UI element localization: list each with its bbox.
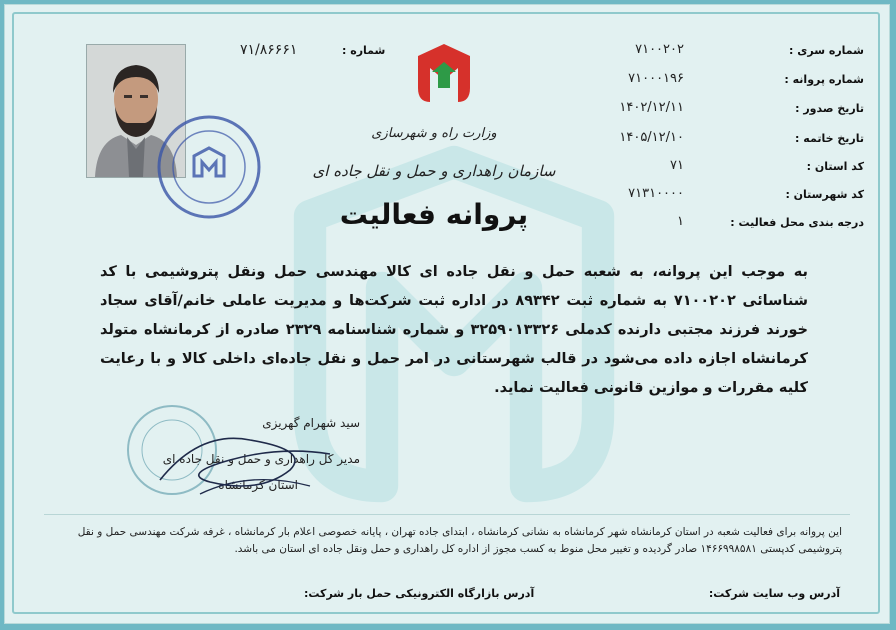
organization-logo — [414, 42, 474, 104]
info-label: شماره پروانه : — [784, 73, 864, 86]
website-address-label: آدرس وب سایت شرکت: — [708, 587, 840, 600]
info-row — [564, 216, 864, 240]
info-value: ۱ — [677, 214, 684, 229]
info-row — [564, 188, 864, 212]
info-row — [564, 102, 864, 126]
license-document — [4, 4, 890, 624]
footer-divider — [44, 514, 850, 515]
handwritten-signature-icon — [140, 410, 360, 506]
info-value: ۱۴۰۵/۱۲/۱۰ — [619, 130, 684, 145]
info-row — [564, 160, 864, 184]
info-row — [564, 44, 864, 68]
info-label: شماره سری : — [789, 44, 864, 57]
info-label: تاریخ خاتمه : — [795, 132, 864, 145]
info-row — [564, 73, 864, 97]
document-title: پروانه فعالیت — [339, 198, 529, 231]
organization-name: سازمان راهداری و حمل و نقل جاده ای — [312, 162, 556, 180]
signatory-title: مدیر کل راهداری و حمل و نقل جاده ای — [162, 452, 360, 466]
footer-note: این پروانه برای فعالیت شعبه در استان کرمانشاه شهر کرمانشاه به نشانی کرمانشاه ، ابتدای جاده تهران ، پایانه خصوصی اعلام بار کرمانشاه ، غرفه شرکت مهندسی حمل و نقل پتروشیمی کدپستی ۱۴۶۶۹۹۸۵۸۱ صادر گردیده و تغییر محل منوط به کسب مجوز از اداره کل راهداری و حمل ونقل جاده ای استان می باشد. — [77, 526, 842, 555]
signatory-name: سید شهرام گهریزی — [262, 416, 360, 430]
info-row — [564, 132, 864, 156]
info-label: کد استان : — [806, 160, 864, 173]
license-body-text: به موجب این پروانه، به شعبه حمل و نقل جاده ای کالا مهندسی حمل ونقل پتروشیمی با کد شناسائی ۷۱۰۰۲۰۲ به شماره ثبت ۸۹۳۴۲ در اداره ثبت شرکت‌ها و مدیریت عاملی خانم/آقای سجاد خورند فرزند مجتبی دارنده کدملی ۳۲۵۹۰۱۳۳۲۶ و شماره شناسنامه ۲۳۲۹ صادره از کرمانشاه متولد کرمانشاه اجازه داده می‌شود در قالب شهرستانی در امر حمل و نقل جاده‌ای داخلی کالا و با رعایت کلیه مقررات و موازین قانونی فعالیت نماید. — [100, 264, 808, 396]
info-value: ۷۱ — [670, 158, 684, 173]
info-value: ۱۴۰۲/۱۲/۱۱ — [619, 100, 684, 115]
info-value: ۷۱۳۱۰۰۰۰ — [628, 186, 684, 201]
info-value: ۷۱۰۰۲۰۲ — [635, 42, 684, 57]
signature-block — [100, 416, 360, 506]
info-label: درجه بندی محل فعالیت : — [730, 216, 864, 229]
info-label: کد شهرستان : — [785, 188, 864, 201]
marketplace-address-label: آدرس بازارگاه الکترونیکی حمل بار شرکت: — [304, 587, 535, 600]
info-value: ۷۱۰۰۰۱۹۶ — [628, 71, 684, 86]
info-label: تاریخ صدور : — [795, 102, 864, 115]
signatory-province: استان کرمانشاه — [218, 478, 298, 492]
ministry-name: وزارت راه و شهرسازی — [371, 126, 497, 141]
serial-value: ۷۱/۸۶۶۶۱ — [240, 42, 298, 58]
official-stamp-icon — [154, 112, 264, 222]
serial-label: شماره : — [342, 44, 386, 57]
